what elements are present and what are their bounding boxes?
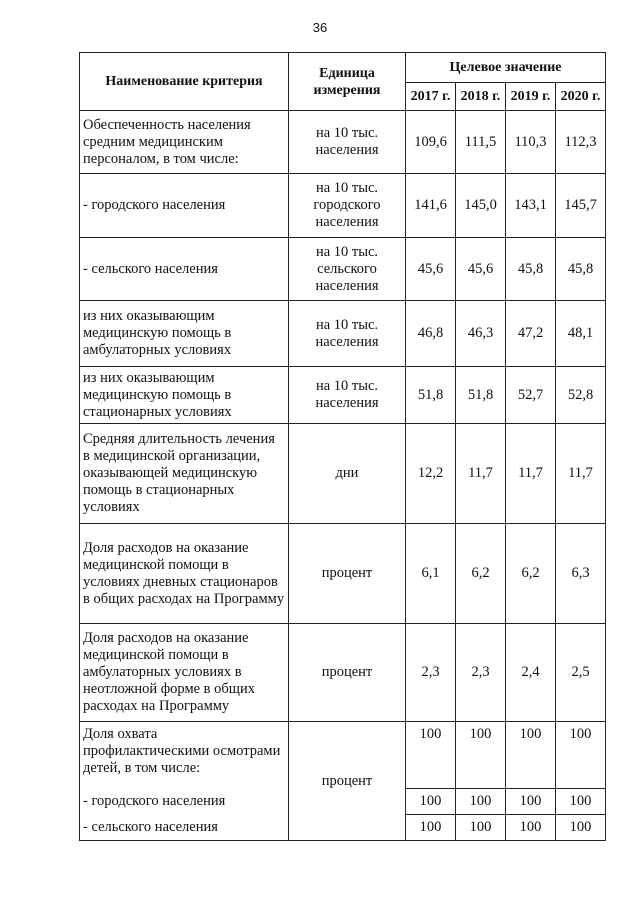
value-cell: 11,7 (506, 424, 556, 524)
unit-cell: процент (289, 722, 406, 841)
header-criterion-name: Наименование критерия (80, 53, 289, 111)
criterion-name: - сельского населения (83, 819, 218, 835)
value-cell: 6,2 (456, 524, 506, 624)
value-cell: 145,7 (556, 174, 606, 238)
value-cell: 141,6 (406, 174, 456, 238)
value-cell: 6,2 (506, 524, 556, 624)
value-cell: 11,7 (456, 424, 506, 524)
value-cell: 100 (506, 788, 556, 814)
criterion-name: Доля расходов на оказание медицинской помощи в амбулаторных условиях в неотложной форме в общих расходах на Программу (80, 624, 289, 722)
value-cell: 45,6 (456, 238, 506, 301)
value-cell: 46,3 (456, 301, 506, 367)
value-cell: 52,8 (556, 367, 606, 424)
header-unit: Единица измерения (289, 53, 406, 111)
unit-cell: на 10 тыс. населения (289, 367, 406, 424)
value-cell: 12,2 (406, 424, 456, 524)
value-cell: 2,5 (556, 624, 606, 722)
value-cell: 2,3 (406, 624, 456, 722)
value-cell: 45,6 (406, 238, 456, 301)
value-cell: 52,7 (506, 367, 556, 424)
value-cell: 51,8 (456, 367, 506, 424)
header-year: 2020 г. (556, 83, 606, 111)
value-cell: 100 (406, 788, 456, 814)
criteria-table (79, 52, 606, 841)
criterion-name: - городского населения (80, 174, 289, 238)
value-cell: 100 (456, 788, 506, 814)
value-cell: 47,2 (506, 301, 556, 367)
value-cell: 6,3 (556, 524, 606, 624)
unit-cell: процент (289, 624, 406, 722)
criterion-name: - сельского населения (80, 238, 289, 301)
table-row (80, 367, 606, 424)
value-cell: 145,0 (456, 174, 506, 238)
table-row (80, 174, 606, 238)
value-cell: 100 (556, 814, 606, 840)
value-cell: 100 (406, 814, 456, 840)
value-cell: 109,6 (406, 111, 456, 174)
unit-cell: дни (289, 424, 406, 524)
value-cell: 6,1 (406, 524, 456, 624)
unit-cell: на 10 тыс. городского населения (289, 174, 406, 238)
value-cell: 110,3 (506, 111, 556, 174)
table-row (80, 624, 606, 722)
unit-cell: на 10 тыс. сельского населения (289, 238, 406, 301)
value-cell: 48,1 (556, 301, 606, 367)
value-cell: 100 (456, 722, 506, 789)
value-cell: 45,8 (556, 238, 606, 301)
value-cell: 111,5 (456, 111, 506, 174)
table-row (80, 722, 606, 789)
value-cell: 2,4 (506, 624, 556, 722)
page-number: 36 (312, 20, 328, 35)
unit-cell: на 10 тыс. населения (289, 301, 406, 367)
value-cell: 51,8 (406, 367, 456, 424)
criterion-name: Доля охвата профилактическими осмотрами детей, в том числе: (83, 726, 281, 776)
criterion-name: из них оказывающим медицинскую помощь в стационарных условиях (80, 367, 289, 424)
table-row (80, 238, 606, 301)
table-row (80, 111, 606, 174)
table-row (80, 301, 606, 367)
criterion-name: Средняя длительность лечения в медицинской организации, оказывающей медицинскую помощь в стационарных условиях (80, 424, 289, 524)
value-cell: 45,8 (506, 238, 556, 301)
value-cell: 112,3 (556, 111, 606, 174)
value-cell: 2,3 (456, 624, 506, 722)
header-target-value: Целевое значение (406, 53, 606, 83)
criterion-name: Обеспеченность населения средним медицинским персоналом, в том числе: (80, 111, 289, 174)
value-cell: 100 (506, 722, 556, 789)
table-row (80, 524, 606, 624)
criterion-name: из них оказывающим медицинскую помощь в амбулаторных условиях (80, 301, 289, 367)
value-cell: 46,8 (406, 301, 456, 367)
header-year: 2018 г. (456, 83, 506, 111)
header-year: 2017 г. (406, 83, 456, 111)
criterion-name: - городского населения (83, 793, 226, 809)
value-cell: 100 (406, 722, 456, 789)
value-cell: 100 (556, 722, 606, 789)
value-cell: 100 (556, 788, 606, 814)
coverage-criterion-name (80, 722, 289, 841)
value-cell: 11,7 (556, 424, 606, 524)
criterion-name: Доля расходов на оказание медицинской помощи в условиях дневных стационаров в общих расходах на Программу (80, 524, 289, 624)
value-cell: 100 (506, 814, 556, 840)
unit-cell: на 10 тыс. населения (289, 111, 406, 174)
table-row (80, 424, 606, 524)
value-cell: 100 (456, 814, 506, 840)
value-cell: 143,1 (506, 174, 556, 238)
unit-cell: процент (289, 524, 406, 624)
header-year: 2019 г. (506, 83, 556, 111)
